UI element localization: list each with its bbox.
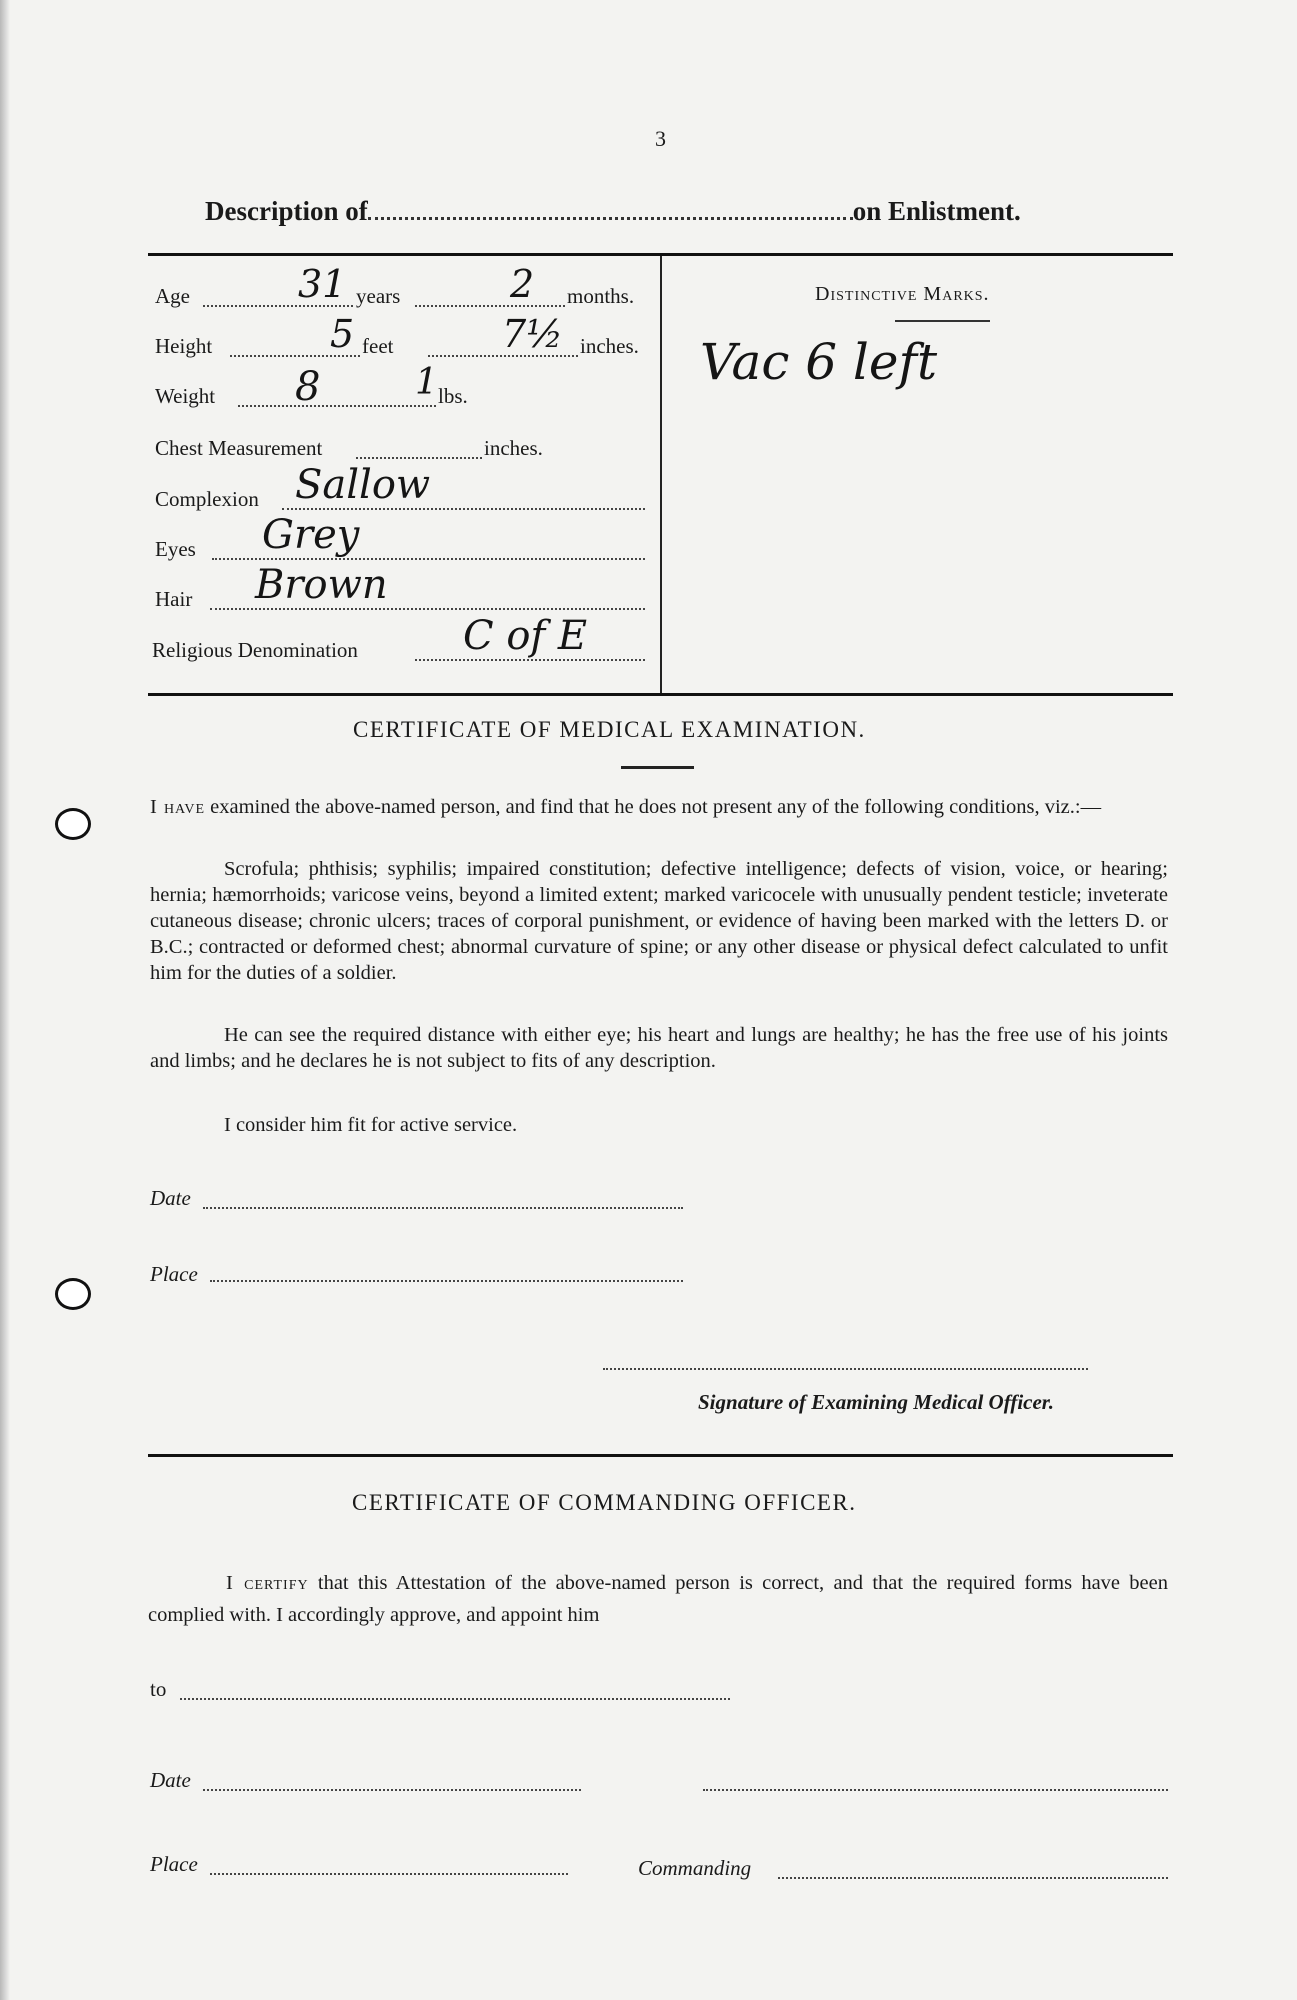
weight-label: Weight: [155, 384, 216, 408]
hair-label: Hair: [155, 587, 193, 611]
eyes-value: Grey: [262, 512, 360, 558]
commanding-to-dotline: [180, 1698, 730, 1700]
medical-place-dotline: [210, 1280, 683, 1282]
medical-intro: [150, 794, 1168, 820]
medical-date-dotline: [203, 1207, 683, 1209]
age-label: Age: [155, 284, 190, 308]
medical-signature-label: Signature of Examining Medical Officer.: [698, 1390, 1055, 1414]
distinctive-marks-underline: [895, 320, 990, 322]
medical-intro-rest: examined the above-named person, and find that he does not present any of the following conditions, viz.:—: [210, 796, 1102, 818]
medical-bottom-rule: [148, 1454, 1173, 1457]
complexion-label: Complexion: [155, 487, 259, 511]
height-feet-value: 5: [330, 312, 355, 356]
distinctive-marks-value: Vac 6 left: [700, 333, 938, 391]
chest-label: Chest Measurement: [155, 436, 323, 460]
column-divider: [660, 256, 662, 693]
commanding-title: CERTIFICATE OF COMMANDING OFFICER.: [352, 1490, 857, 1515]
commanding-label: Commanding: [638, 1856, 752, 1880]
medical-date-label: Date: [150, 1186, 191, 1210]
complexion-dotline: [282, 508, 645, 510]
commanding-certify-rest: that this Attestation of the above-named person is correct, and that the required forms have been complied with. I accordingly approve, and appoint him: [148, 1572, 1169, 1626]
punch-hole-icon: [55, 1278, 91, 1310]
religion-label: Religious Denomination: [152, 638, 358, 662]
commanding-date-dotline: [203, 1789, 581, 1791]
age-months-dotline: [415, 305, 565, 307]
chest-dotline: [356, 457, 482, 459]
commanding-sign-dotline: [703, 1789, 1168, 1791]
religion-dotline: [415, 659, 645, 661]
medical-conditions: Scrofula; phthisis; syphilis; impaired constitution; defective intelligence; defects of vision, voice, or hearing; hernia; hæmorrhoids; varicose veins, beyond a limited extent; marked varicocele with unusually pendent testicle; inveterate cutaneous disease; chronic ulcers; traces of corporal punishment, or evidence of having been marked with the letters D. or B.C.; contracted or deformed chest; abnormal curvature of spine; or any other disease or physical defect calculated to unfit him for the duties of a soldier.: [150, 858, 1168, 984]
signature-dotline: [603, 1368, 1088, 1370]
commanding-place-label: Place: [150, 1852, 198, 1876]
inches-label: inches.: [580, 334, 639, 358]
medical-fit: I consider him fit for active service.: [224, 1114, 518, 1136]
title-dotline: [368, 199, 853, 220]
medical-title: CERTIFICATE OF MEDICAL EXAMINATION.: [353, 717, 866, 742]
weight-value-a: 8: [295, 364, 321, 410]
commanding-to-label: to: [150, 1677, 167, 1701]
description-title: [205, 196, 1021, 227]
height-label: Height: [155, 334, 213, 358]
weight-value-b: 1: [415, 362, 438, 403]
title-suffix: on Enlistment.: [852, 196, 1021, 226]
title-prefix: Description of: [205, 196, 368, 226]
medical-short-rule: [621, 766, 694, 769]
medical-place-label: Place: [150, 1262, 198, 1286]
commanding-date-label: Date: [150, 1768, 191, 1792]
commanding-dotline: [778, 1877, 1168, 1879]
lbs-label: lbs.: [438, 384, 468, 408]
age-months-value: 2: [510, 262, 535, 306]
medical-sight: He can see the required distance with either eye; his heart and lungs are healthy; he has the free use of his joints and limbs; and he declares he is not subject to fits of any description.: [150, 1024, 1168, 1072]
commanding-certify: [148, 1567, 1168, 1631]
months-label: months.: [567, 284, 635, 308]
description-bottom-rule: [148, 693, 1173, 696]
height-inches-value: 7½: [502, 312, 564, 356]
left-edge-shadow: [0, 0, 10, 2000]
age-years-value: 31: [298, 262, 347, 306]
eyes-label: Eyes: [155, 537, 196, 561]
weight-dotline: [238, 405, 436, 407]
years-label: years: [356, 284, 401, 308]
feet-label: feet: [362, 334, 394, 358]
religion-value: C of E: [463, 613, 588, 659]
medical-intro-sc: I have: [150, 796, 206, 818]
distinctive-marks-title: Distinctive Marks.: [815, 283, 990, 305]
hair-value: Brown: [255, 562, 388, 608]
commanding-place-dotline: [210, 1873, 568, 1875]
chest-inches-label: inches.: [484, 436, 543, 460]
punch-hole-icon: [55, 808, 91, 840]
eyes-dotline: [212, 558, 645, 560]
commanding-certify-sc: I certify: [226, 1572, 309, 1594]
page-number: 3: [655, 126, 666, 151]
hair-dotline: [210, 608, 645, 610]
complexion-value: Sallow: [295, 462, 431, 508]
